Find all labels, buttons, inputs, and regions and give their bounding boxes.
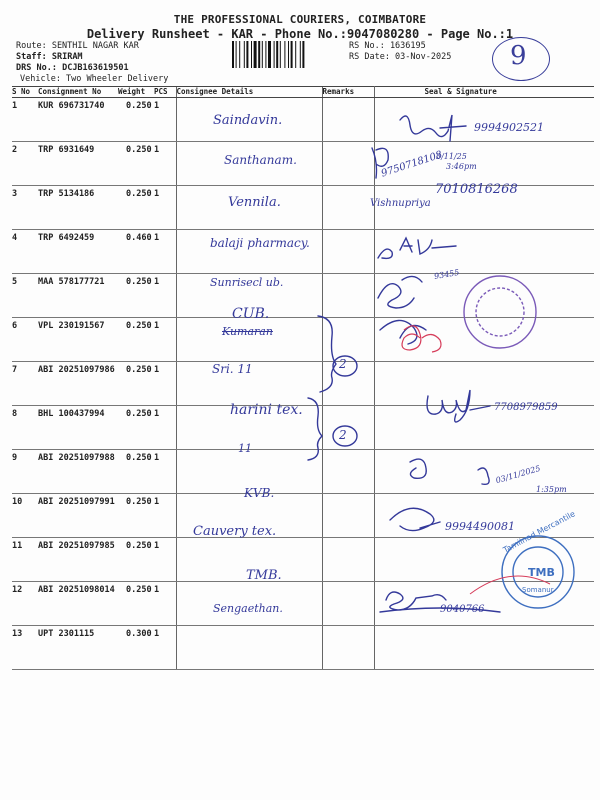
stamp-text: TMB <box>528 566 555 579</box>
row-remarks <box>322 450 374 494</box>
hw-date: 03/11/2025 <box>494 463 542 486</box>
barcode-bar <box>300 41 301 68</box>
row-sno: 12 <box>12 582 38 626</box>
row-sno: 9 <box>12 450 38 494</box>
hw-consignee: Saindavin. <box>213 113 283 128</box>
barcode-bar <box>236 41 237 68</box>
hw-phone: 9750718108 <box>379 149 444 180</box>
row-consignment-no: ABI 20251097985 <box>38 538 118 582</box>
hw-time: 1:35pm <box>536 485 567 494</box>
row-sno: 8 <box>12 406 38 450</box>
row-weight: 0.250 <box>118 450 154 494</box>
row-consignment-no: BHL 100437994 <box>38 406 118 450</box>
route: Route: SENTHIL NAGAR KAR <box>16 41 139 51</box>
row-seal-signature <box>374 98 594 142</box>
row-remarks <box>322 494 374 538</box>
row-pcs: 1 <box>154 230 176 274</box>
drs-value: DCJB163619501 <box>62 63 129 73</box>
row-consignment-no: ABI 20251097986 <box>38 362 118 406</box>
stamp-text: Tamilnad Mercantile <box>501 509 577 555</box>
row-pcs: 1 <box>154 274 176 318</box>
hw-consignee: balaji pharmacy. <box>210 236 310 250</box>
barcode-bar <box>280 41 281 68</box>
row-remarks <box>322 538 374 582</box>
col-remarks: Remarks <box>322 87 374 98</box>
table-row <box>12 98 594 142</box>
row-pcs: 1 <box>154 406 176 450</box>
group-mark: 2 <box>339 357 347 371</box>
row-weight: 0.250 <box>118 318 154 362</box>
hw-phone: 7708979859 <box>494 402 558 413</box>
row-sno: 3 <box>12 186 38 230</box>
row-weight: 0.250 <box>118 98 154 142</box>
hw-phone: 7010816268 <box>435 182 518 197</box>
row-pcs: 1 <box>154 582 176 626</box>
vehicle: Vehicle: Two Wheeler Delivery <box>20 74 169 84</box>
table-row <box>12 274 594 318</box>
barcode-bar <box>302 41 304 68</box>
runsheet-table <box>12 86 594 670</box>
row-pcs: 1 <box>154 362 176 406</box>
row-consignment-no: TRP 6931649 <box>38 142 118 186</box>
row-consignment-no: KUR 696731740 <box>38 98 118 142</box>
row-sno: 1 <box>12 98 38 142</box>
row-pcs: 1 <box>154 538 176 582</box>
barcode-bar <box>276 41 278 68</box>
page-mark-circle <box>492 37 550 81</box>
row-remarks <box>322 142 374 186</box>
row-pcs: 1 <box>154 450 176 494</box>
hw-consignee: KVB. <box>244 486 275 500</box>
row-consignee-details <box>176 626 322 670</box>
row-seal-signature <box>374 626 594 670</box>
col-weight: Weight <box>118 87 154 98</box>
staff-label: Staff: <box>16 52 47 62</box>
row-weight: 0.250 <box>118 538 154 582</box>
row-pcs: 1 <box>154 318 176 362</box>
staff-value: SRIRAM <box>51 52 83 62</box>
row-remarks <box>322 274 374 318</box>
table-row <box>12 626 594 670</box>
row-consignment-no: ABI 20251097988 <box>38 450 118 494</box>
row-pcs: 1 <box>154 494 176 538</box>
row-remarks <box>322 230 374 274</box>
barcode <box>232 41 342 68</box>
hw-phone: 9994902521 <box>474 121 544 134</box>
hw-consignee-struck: Kumaran <box>222 325 273 338</box>
col-pcs: PCS <box>154 87 176 98</box>
row-weight: 0.250 <box>118 274 154 318</box>
row-seal-signature <box>374 362 594 406</box>
table-row <box>12 142 594 186</box>
row-consignment-no: ABI 20251098014 <box>38 582 118 626</box>
hw-consignee: Vennila. <box>228 195 281 210</box>
barcode-bar <box>232 41 234 68</box>
table-row <box>12 362 594 406</box>
row-seal-signature <box>374 406 594 450</box>
hw-consignee: CUB. <box>232 306 270 322</box>
row-sno: 11 <box>12 538 38 582</box>
barcode-bar <box>265 41 266 68</box>
hw-consignee: Sengaethan. <box>213 602 283 615</box>
barcode-bar <box>244 41 245 68</box>
row-sno: 7 <box>12 362 38 406</box>
table-header <box>12 87 594 98</box>
row-weight: 0.300 <box>118 626 154 670</box>
hw-consignee: Santhanam. <box>224 153 297 167</box>
row-consignment-no: MAA 578177721 <box>38 274 118 318</box>
row-weight: 0.250 <box>118 494 154 538</box>
row-sno: 6 <box>12 318 38 362</box>
row-pcs: 1 <box>154 186 176 230</box>
row-weight: 0.250 <box>118 142 154 186</box>
row-weight: 0.460 <box>118 230 154 274</box>
row-sno: 13 <box>12 626 38 670</box>
hw-consignee: 11 <box>238 442 252 455</box>
row-remarks <box>322 98 374 142</box>
row-remarks <box>322 186 374 230</box>
barcode-bar <box>288 41 289 68</box>
row-remarks <box>322 626 374 670</box>
row-remarks <box>322 582 374 626</box>
row-consignment-no: ABI 20251097991 <box>38 494 118 538</box>
barcode-bar <box>246 41 248 68</box>
hw-consignee: TMB. <box>246 568 282 583</box>
barcode-bar <box>251 41 252 68</box>
row-weight: 0.250 <box>118 582 154 626</box>
row-sno: 10 <box>12 494 38 538</box>
row-pcs: 1 <box>154 98 176 142</box>
hw-name: Vishnupriya <box>370 198 431 209</box>
row-seal-signature <box>374 230 594 274</box>
hw-date: 3/11/25 <box>436 152 467 161</box>
row-pcs: 1 <box>154 626 176 670</box>
row-remarks <box>322 406 374 450</box>
row-sno: 5 <box>12 274 38 318</box>
row-remarks <box>322 318 374 362</box>
hw-phone: 9994490081 <box>445 520 515 533</box>
hw-consignee: Sri. 11 <box>212 362 253 376</box>
col-signature: Seal & Signature <box>374 87 594 98</box>
hw-number: 93455 <box>433 267 461 282</box>
barcode-bar <box>268 41 271 68</box>
hw-consignee: Cauvery tex. <box>193 524 277 539</box>
drs-label: DRS No.: <box>16 63 57 73</box>
row-remarks <box>322 362 374 406</box>
hw-consignee: Sunrisecl ub. <box>210 276 284 289</box>
group-mark: 2 <box>339 428 347 442</box>
rs-date: RS Date: 03-Nov-2025 <box>349 52 452 62</box>
barcode-bar <box>274 41 275 68</box>
barcode-bar <box>295 41 296 68</box>
barcode-bar <box>258 41 260 68</box>
barcode-bar <box>239 41 240 68</box>
drs-number <box>16 63 129 74</box>
stamp-text: Somanur <box>522 586 554 594</box>
barcode-bar <box>284 41 285 68</box>
row-seal-signature <box>374 274 594 318</box>
staff <box>16 52 83 63</box>
row-weight: 0.250 <box>118 362 154 406</box>
hw-phone: 9040766 <box>440 604 485 615</box>
table-row <box>12 318 594 362</box>
row-sno: 2 <box>12 142 38 186</box>
table-row <box>12 450 594 494</box>
barcode-bar <box>254 41 257 68</box>
col-sno: S No <box>12 87 38 98</box>
company-name: THE PROFESSIONAL COURIERS, COIMBATORE <box>173 13 427 26</box>
rs-number: RS No.: 1636195 <box>349 41 426 51</box>
page-mark: 9 <box>510 41 527 71</box>
table-row <box>12 582 594 626</box>
col-consignee: Consignee Details <box>176 87 322 98</box>
hw-consignee: harini tex. <box>230 402 303 418</box>
row-weight: 0.250 <box>118 186 154 230</box>
row-weight: 0.250 <box>118 406 154 450</box>
row-consignment-no: VPL 230191567 <box>38 318 118 362</box>
row-consignment-no: TRP 6492459 <box>38 230 118 274</box>
row-seal-signature <box>374 538 594 582</box>
barcode-bar <box>291 41 293 68</box>
row-consignment-no: TRP 5134186 <box>38 186 118 230</box>
runsheet-title: Delivery Runsheet - KAR - Phone No.:9047080280 - Page No.:1 <box>86 27 514 41</box>
table-row <box>12 538 594 582</box>
row-seal-signature <box>374 318 594 362</box>
col-consignment: Consignment No <box>38 87 118 98</box>
row-pcs: 1 <box>154 142 176 186</box>
row-sno: 4 <box>12 230 38 274</box>
hw-time: 3:46pm <box>446 162 477 171</box>
row-consignment-no: UPT 2301115 <box>38 626 118 670</box>
barcode-bar <box>262 41 263 68</box>
